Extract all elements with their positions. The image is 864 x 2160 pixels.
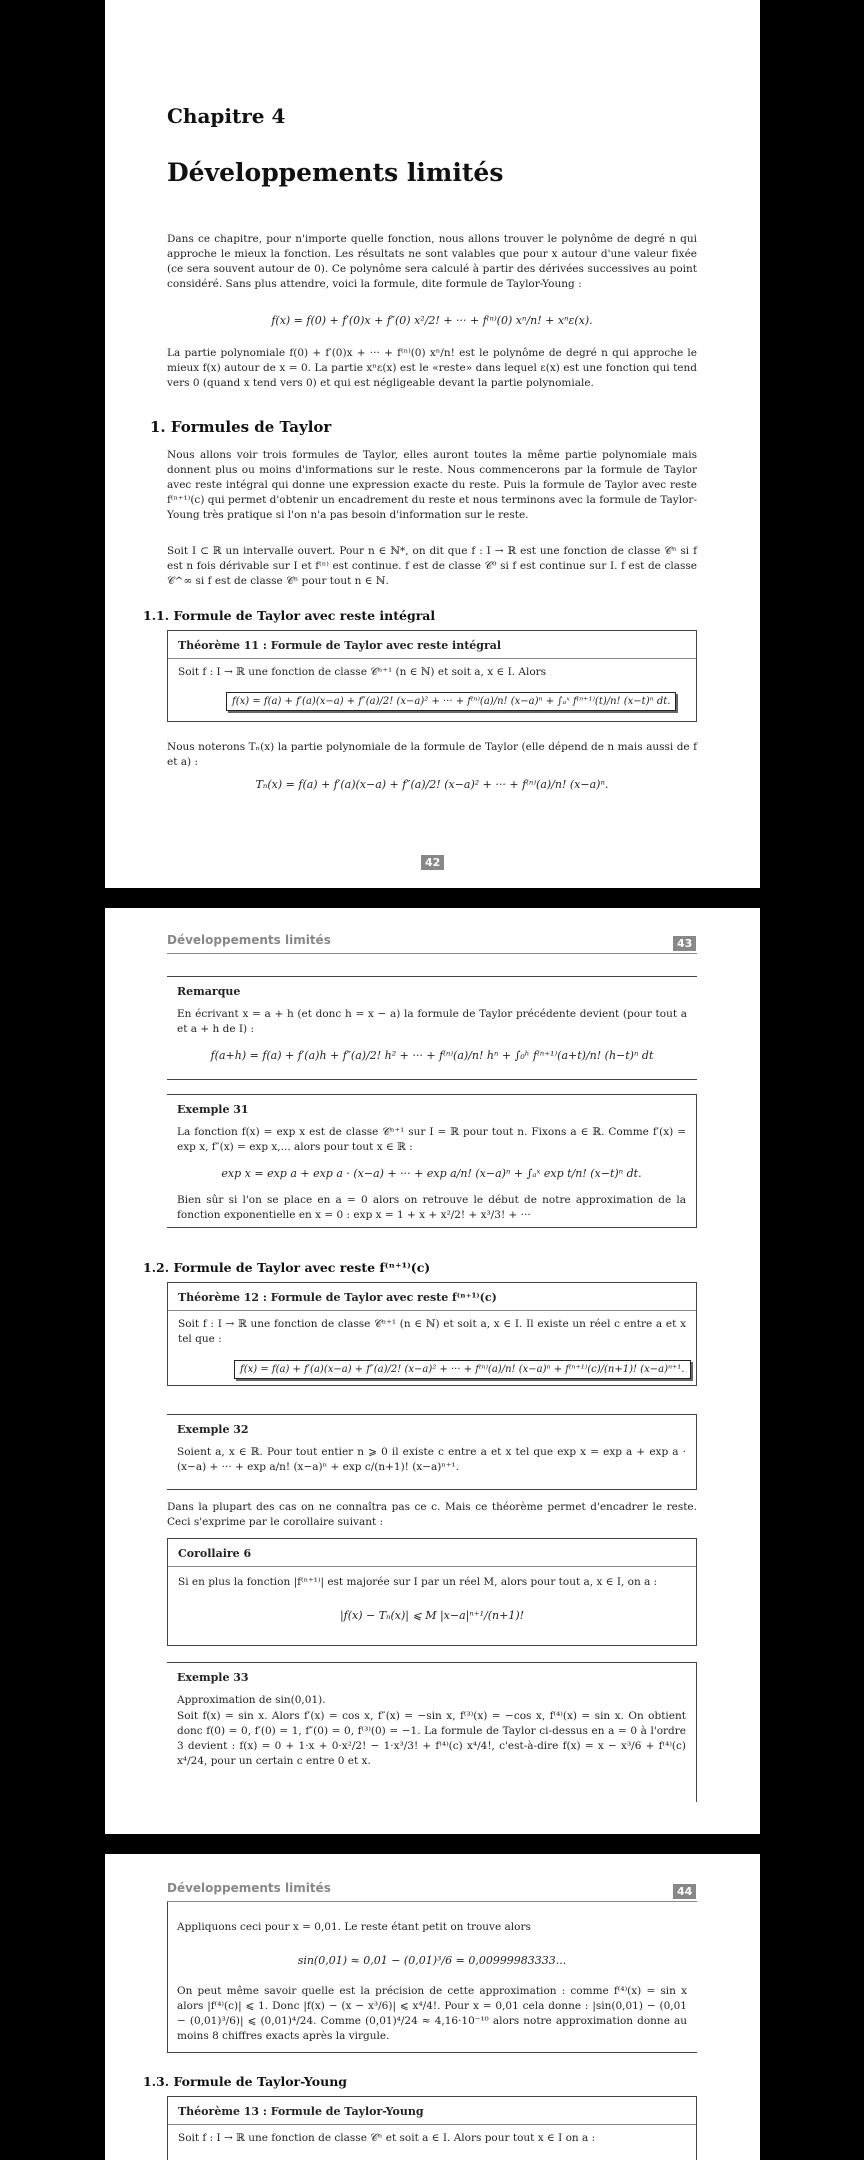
example-31-text-2: Bien sûr si l'on se place en a = 0 alors on retrouve le début de notre approximation de la fonction exponentielle en x = 0 : exp x = 1 + x + x²/2! + x³/3! + ···	[177, 1194, 686, 1221]
example-31-box	[167, 1094, 697, 1228]
example-33-box	[167, 1662, 697, 1802]
class-definition: Soit I ⊂ ℝ un intervalle ouvert. Pour n ∈ ℕ*, on dit que f : I → ℝ est une fonction de classe 𝒞ⁿ si f est n fois dérivable sur I et f⁽ⁿ⁾ est continue. f est de classe 𝒞⁰ si f est continue sur I. f est de classe 𝒞^∞ si f est de classe 𝒞ⁿ pour tout n ∈ ℕ.	[167, 545, 697, 587]
intro-paragraph-2: La partie polynomiale f(0) + f′(0)x + ··· + f⁽ⁿ⁾(0) xⁿ/n! est le polynôme de degré n qui approche le mieux f(x) autour de x = 0. La partie xⁿε(x) est le «reste» dans lequel ε(x) est une fonction qui tend vers 0 (quand x tend vers 0) et qui est négligeable devant la partie polynomiale.	[167, 347, 697, 389]
example-32-text: Soient a, x ∈ ℝ. Pour tout entier n ⩾ 0 il existe c entre a et x tel que exp x = exp a + exp a · (x−a) + ··· + exp a/n! (x−a)ⁿ + exp c/(n+1)! (x−a)ⁿ⁺¹.	[177, 1446, 686, 1473]
theorem-11-box	[167, 630, 697, 722]
corollary-6-title: Corollaire 6	[168, 1539, 696, 1567]
page-number: 43	[673, 932, 696, 951]
corollary-intro: Dans la plupart des cas on ne connaîtra pas ce c. Mais ce théorème permet d'encadrer le reste. Ceci s'exprime par le corollaire suivant :	[167, 1501, 697, 1528]
running-head: Développements limités	[167, 933, 331, 947]
page-42	[105, 0, 760, 888]
example-32-box	[167, 1414, 697, 1490]
running-head: Développements limités	[167, 1881, 331, 1895]
remarque-box	[167, 976, 697, 1080]
example-33-continued-border	[167, 1902, 168, 2052]
tn-formula: Tₙ(x) = f(a) + f′(a)(x−a) + f″(a)/2! (x−a)² + ··· + f⁽ⁿ⁾(a)/n! (x−a)ⁿ.	[255, 778, 609, 791]
theorem-11-formula-frame	[226, 689, 676, 711]
example-31-text: La fonction f(x) = exp x est de classe 𝒞ⁿ⁺¹ sur I = ℝ pour tout n. Fixons a ∈ ℝ. Comme f′(x) = exp x, f″(x) = exp x,... alors pour tout x ∈ ℝ :	[177, 1126, 686, 1153]
page-number: 44	[673, 1880, 696, 1899]
example-33-continued-formula: sin(0,01) ≈ 0,01 − (0,01)³/6 = 0,00999983333...	[297, 1954, 567, 1967]
subsection-title: 1.2. Formule de Taylor avec reste f⁽ⁿ⁺¹⁾(c)	[143, 1260, 431, 1275]
theorem-13-text: Soit f : I → ℝ une fonction de classe 𝒞ⁿ et soit a ∈ I. Alors pour tout x ∈ I on a :	[178, 2132, 596, 2144]
example-31-title: Exemple 31	[177, 1103, 249, 1116]
section-title: 1. Formules de Taylor	[150, 418, 332, 436]
theorem-12-formula: f(x) = f(a) + f′(a)(x−a) + f″(a)/2! (x−a)² + ··· + f⁽ⁿ⁾(a)/n! (x−a)ⁿ + f⁽ⁿ⁺¹⁾(c)/(n+1)! (x−a)ⁿ⁺¹.	[234, 1360, 691, 1379]
header-rule	[167, 1901, 697, 1902]
theorem-12-formula-frame	[234, 1357, 691, 1379]
chapter-label: Chapitre 4	[167, 104, 286, 128]
section-paragraph: Nous allons voir trois formules de Taylor, elles auront toutes la même partie polynomiale mais donnent plus ou moins d'informations sur le reste. Nous commencerons par la formule de Taylor avec reste intégral qui donne une expression exacte du reste. Puis la formule de Taylor avec reste f⁽ⁿ⁺¹⁾(c) qui permet d'obtenir un encadrement du reste et nous terminons avec la formule de Taylor-Young très pratique si l'on n'a pas besoin d'information sur le reste.	[167, 449, 697, 521]
chapter-title: Développements limités	[167, 158, 504, 187]
subsection-title: 1.3. Formule de Taylor-Young	[143, 2074, 348, 2089]
theorem-12-title: Théorème 12 : Formule de Taylor avec reste f⁽ⁿ⁺¹⁾(c)	[168, 1283, 696, 1311]
example-31-formula: exp x = exp a + exp a · (x−a) + ··· + exp a/n! (x−a)ⁿ + ∫ₐˣ exp t/n! (x−t)ⁿ dt.	[221, 1167, 642, 1180]
subsection-title: 1.1. Formule de Taylor avec reste intégral	[143, 608, 436, 623]
remarque-text: En écrivant x = a + h (et donc h = x − a) la formule de Taylor précédente devient (pour tout a et a + h de I) :	[177, 1008, 687, 1035]
intro-paragraph: Dans ce chapitre, pour n'importe quelle fonction, nous allons trouver le polynôme de degré n qui approche le mieux la fonction. Les résultats ne sont valables que pour x autour d'une valeur fixée (ce sera souvent autour de 0). Ce polynôme sera calculé à partir des dérivées successives au point considéré. Sans plus attendre, voici la formule, dite formule de Taylor-Young :	[167, 233, 697, 290]
theorem-13-title: Théorème 13 : Formule de Taylor-Young	[168, 2097, 696, 2125]
example-33-bottom-rule	[167, 2052, 697, 2053]
example-33-precision-text: On peut même savoir quelle est la précision de cette approximation : comme f⁽⁴⁾(x) = sin x alors |f⁽⁴⁾(c)| ⩽ 1. Donc |f(x) − (x − x³/6)| ⩽ x⁴/4!. Pour x = 0,01 cela donne : |sin(0,01) − (0,01 − (0,01)³/6)| ⩽ (0,01)⁴/24. Comme (0,01)⁴/24 ≈ 4,16·10⁻¹⁰ alors notre approximation donne au moins 8 chiffres exacts après la virgule.	[177, 1985, 687, 2042]
theorem-12-box	[167, 1282, 697, 1386]
tn-definition: Nous noterons Tₙ(x) la partie polynomiale de la formule de Taylor (elle dépend de n mais aussi de f et a) :	[167, 741, 697, 768]
example-33-title: Exemple 33	[177, 1671, 249, 1684]
example-32-title: Exemple 32	[177, 1423, 249, 1436]
remarque-formula: f(a+h) = f(a) + f′(a)h + f″(a)/2! h² + ··· + f⁽ⁿ⁾(a)/n! hⁿ + ∫₀ʰ f⁽ⁿ⁺¹⁾(a+t)/n! (h−t)ⁿ dt	[210, 1049, 654, 1062]
theorem-12-text: Soit f : I → ℝ une fonction de classe 𝒞ⁿ⁺¹ (n ∈ ℕ) et soit a, x ∈ I. Il existe un réel c entre a et x tel que :	[178, 1318, 686, 1345]
remarque-title: Remarque	[177, 985, 241, 998]
theorem-13-box	[167, 2096, 697, 2160]
intro-formula: f(x) = f(0) + f′(0)x + f″(0) x²/2! + ··· + f⁽ⁿ⁾(0) xⁿ/n! + xⁿε(x).	[271, 314, 593, 327]
theorem-11-formula: f(x) = f(a) + f′(a)(x−a) + f″(a)/2! (x−a)² + ··· + f⁽ⁿ⁾(a)/n! (x−a)ⁿ + ∫ₐˣ f⁽ⁿ⁺¹⁾(t)/n! (x−t)ⁿ dt.	[226, 692, 676, 711]
theorem-11-text: Soit f : I → ℝ une fonction de classe 𝒞ⁿ⁺¹ (n ∈ ℕ) et soit a, x ∈ I. Alors	[178, 666, 547, 678]
corollary-6-text: Si en plus la fonction |f⁽ⁿ⁺¹⁾| est majorée sur I par un réel M, alors pour tout a, x ∈ I, on a :	[178, 1576, 658, 1588]
page-43	[105, 908, 760, 1834]
theorem-11-title: Théorème 11 : Formule de Taylor avec reste intégral	[168, 631, 696, 659]
header-rule	[167, 953, 697, 954]
page-number: 42	[421, 851, 444, 870]
example-33-text: Soit f(x) = sin x. Alors f′(x) = cos x, f″(x) = −sin x, f⁽³⁾(x) = −cos x, f⁽⁴⁾(x) = sin x. On obtient donc f(0) = 0, f′(0) = 1, f″(0) = 0, f⁽³⁾(0) = −1. La formule de Taylor ci-dessus en a = 0 à l'ordre 3 devient : f(x) = 0 + 1·x + 0·x²/2! − 1·x³/3! + f⁽⁴⁾(c) x⁴/4!, c'est-à-dire f(x) = x − x³/6 + f⁽⁴⁾(c) x⁴/24, pour un certain c entre 0 et x.	[177, 1710, 686, 1767]
example-33-continued-text: Appliquons ceci pour x = 0,01. Le reste étant petit on trouve alors	[177, 1921, 531, 1933]
corollary-6-box	[167, 1538, 697, 1646]
example-33-line-1: Approximation de sin(0,01).	[177, 1694, 326, 1706]
corollary-6-formula: |f(x) − Tₙ(x)| ⩽ M |x−a|ⁿ⁺¹/(n+1)!	[339, 1609, 525, 1622]
page-44	[105, 1854, 760, 2160]
